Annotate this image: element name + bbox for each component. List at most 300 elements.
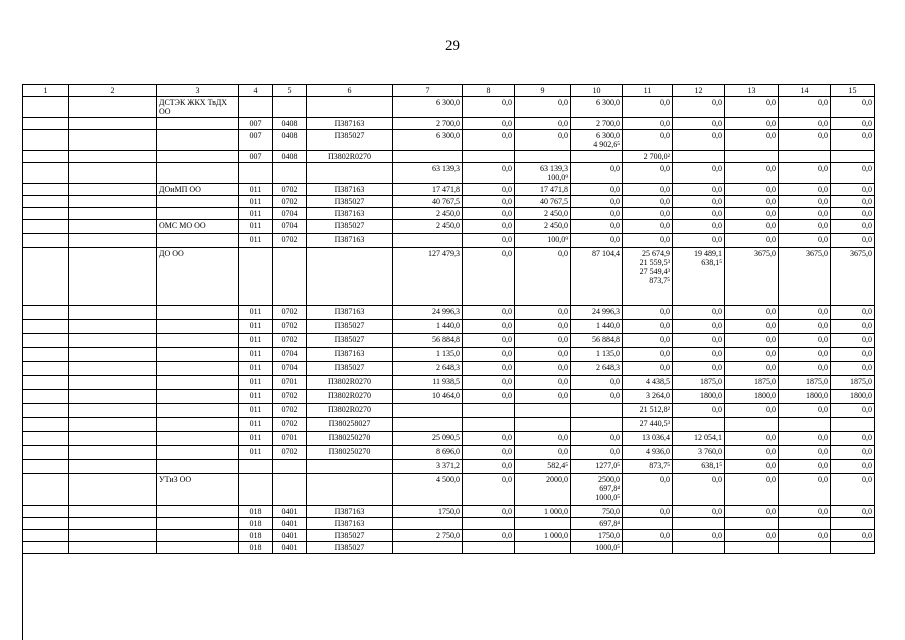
table-cell-c8 (463, 518, 515, 530)
table-cell-c15: 0,0 (831, 446, 875, 460)
table-cell-c11: 0,0 (623, 184, 673, 196)
table-cell-c13: 0,0 (725, 220, 779, 234)
table-cell-c6: П387163 (307, 184, 393, 196)
table-cell-c6 (307, 97, 393, 118)
header-cell: 1 (23, 85, 69, 97)
table-cell-c13: 0,0 (725, 234, 779, 248)
table-cell-c2 (69, 151, 157, 163)
table-cell-c13: 0,0 (725, 208, 779, 220)
table-cell-c7: 6 300,0 (393, 97, 463, 118)
table-cell-c5: 0704 (273, 220, 307, 234)
table-row (23, 306, 875, 320)
table-cell-c8: 0,0 (463, 432, 515, 446)
header-cell: 9 (515, 85, 571, 97)
table-cell-c5: 0702 (273, 306, 307, 320)
table-cell-c2 (69, 506, 157, 518)
table-cell-c10: 2 700,0 (571, 118, 623, 130)
table-cell-c3: ДОиМП ОО (157, 184, 239, 196)
table-row (23, 460, 875, 474)
table-cell-c12: 3 760,0 (673, 446, 725, 460)
table-cell-c3 (157, 404, 239, 418)
table-cell-c6 (307, 460, 393, 474)
table-cell-c10: 0,0 (571, 234, 623, 248)
table-cell-c2 (69, 460, 157, 474)
table-cell-c10: 0,0 (571, 208, 623, 220)
table-cell-c15 (831, 542, 875, 554)
table-cell-c7: 11 938,5 (393, 376, 463, 390)
table-cell-c2 (69, 348, 157, 362)
table-cell-c1 (23, 208, 69, 220)
table-row (23, 151, 875, 163)
table-cell-c13: 0,0 (725, 404, 779, 418)
table-cell-c7: 6 300,0 (393, 130, 463, 151)
table-cell-c14: 0,0 (779, 320, 831, 334)
page-number: 29 (445, 38, 460, 54)
table-row (23, 130, 875, 151)
table-cell-c7 (393, 234, 463, 248)
table-cell-c9: 582,4⁵ (515, 460, 571, 474)
table-cell-c4: 007 (239, 151, 273, 163)
table-cell-c7 (393, 518, 463, 530)
table-row (23, 348, 875, 362)
table-cell-c9: 40 767,5 (515, 196, 571, 208)
table-cell-c1 (23, 184, 69, 196)
table-cell-c15: 3675,0 (831, 248, 875, 306)
table-cell-c15: 0,0 (831, 208, 875, 220)
table-cell-c3 (157, 460, 239, 474)
table-cell-c9: 0,0 (515, 248, 571, 306)
table-cell-c5: 0702 (273, 446, 307, 460)
table-cell-c10: 6 300,0 (571, 97, 623, 118)
table-cell-c13 (725, 542, 779, 554)
header-cell: 5 (273, 85, 307, 97)
table-cell-c13: 0,0 (725, 97, 779, 118)
table-row (23, 518, 875, 530)
table-cell-c15 (831, 151, 875, 163)
table-cell-c5: 0401 (273, 506, 307, 518)
table-cell-c12: 0,0 (673, 306, 725, 320)
table-cell-c13: 0,0 (725, 460, 779, 474)
table-cell-c7: 24 996,3 (393, 306, 463, 320)
table-cell-c14: 0,0 (779, 362, 831, 376)
table-cell-c12: 0,0 (673, 130, 725, 151)
table-cell-c8: 0,0 (463, 474, 515, 506)
table-cell-c11: 873,7⁵ (623, 460, 673, 474)
table-cell-c12: 0,0 (673, 334, 725, 348)
table-cell-c11: 0,0 (623, 208, 673, 220)
table-cell-c12: 1875,0 (673, 376, 725, 390)
table-cell-c1 (23, 460, 69, 474)
table-cell-c2 (69, 184, 157, 196)
table-cell-c7: 56 884,8 (393, 334, 463, 348)
table-cell-c13: 1875,0 (725, 376, 779, 390)
table-cell-c13: 0,0 (725, 362, 779, 376)
table-cell-c2 (69, 234, 157, 248)
table-cell-c5: 0704 (273, 348, 307, 362)
table-cell-c7: 2 450,0 (393, 208, 463, 220)
table-cell-c4: 018 (239, 506, 273, 518)
table-cell-c14: 0,0 (779, 220, 831, 234)
table-cell-c5 (273, 474, 307, 506)
table-cell-c6: П387163 (307, 234, 393, 248)
table-row (23, 163, 875, 184)
table-cell-c3: УТиЗ ОО (157, 474, 239, 506)
table-cell-c13: 3675,0 (725, 248, 779, 306)
table-cell-c6: П3802R0270 (307, 404, 393, 418)
table-cell-c3 (157, 530, 239, 542)
table-row (23, 418, 875, 432)
table-cell-c4: 011 (239, 376, 273, 390)
table-cell-c6: П380258027 (307, 418, 393, 432)
table-cell-c1 (23, 530, 69, 542)
table-cell-c11: 4 438,5 (623, 376, 673, 390)
table-row (23, 220, 875, 234)
table-cell-c12: 0,0 (673, 362, 725, 376)
table-row (23, 474, 875, 506)
table-cell-c11: 0,0 (623, 530, 673, 542)
table-cell-c7: 2 750,0 (393, 530, 463, 542)
table-cell-c12: 0,0 (673, 196, 725, 208)
table-row (23, 446, 875, 460)
table-cell-c10: 2 648,3 (571, 362, 623, 376)
table-cell-c10 (571, 418, 623, 432)
table-cell-c1 (23, 506, 69, 518)
table-cell-c15: 0,0 (831, 348, 875, 362)
table-cell-c4: 011 (239, 418, 273, 432)
table-cell-c12: 0,0 (673, 474, 725, 506)
table-cell-c12: 19 489,1 638,1⁵ (673, 248, 725, 306)
table-cell-c9: 2 450,0 (515, 208, 571, 220)
table-cell-c4: 011 (239, 196, 273, 208)
table-cell-c8 (463, 418, 515, 432)
table-cell-c2 (69, 376, 157, 390)
table-row (23, 184, 875, 196)
table-cell-c15: 0,0 (831, 130, 875, 151)
table-cell-c9: 0,0 (515, 334, 571, 348)
table-row (23, 97, 875, 118)
table-cell-c9: 0,0 (515, 306, 571, 320)
header-cell: 3 (157, 85, 239, 97)
table-cell-c8 (463, 404, 515, 418)
table-cell-c2 (69, 518, 157, 530)
table-cell-c14: 0,0 (779, 208, 831, 220)
table-cell-c7: 17 471,8 (393, 184, 463, 196)
table-cell-c10: 0,0 (571, 390, 623, 404)
table-cell-c2 (69, 163, 157, 184)
table-cell-c3 (157, 234, 239, 248)
table-cell-c6: П387163 (307, 518, 393, 530)
table-cell-c2 (69, 362, 157, 376)
table-cell-c3 (157, 163, 239, 184)
table-cell-c15: 0,0 (831, 234, 875, 248)
table-cell-c1 (23, 118, 69, 130)
table-row (23, 320, 875, 334)
table-cell-c5 (273, 163, 307, 184)
table-cell-c15 (831, 418, 875, 432)
table-cell-c11 (623, 542, 673, 554)
table-cell-c1 (23, 474, 69, 506)
table-cell-c6 (307, 248, 393, 306)
table-cell-c15: 0,0 (831, 432, 875, 446)
table-cell-c8: 0,0 (463, 163, 515, 184)
table-cell-c15: 0,0 (831, 460, 875, 474)
table-cell-c8: 0,0 (463, 248, 515, 306)
header-cell: 15 (831, 85, 875, 97)
table-cell-c9: 1 000,0 (515, 530, 571, 542)
table-cell-c8: 0,0 (463, 306, 515, 320)
table-cell-c5: 0702 (273, 234, 307, 248)
table-cell-c3 (157, 151, 239, 163)
table-cell-c4: 018 (239, 530, 273, 542)
table-cell-c2 (69, 306, 157, 320)
table-cell-c8: 0,0 (463, 184, 515, 196)
table-cell-c3: ДСТЭК ЖКХ ТвДХ ОО (157, 97, 239, 118)
table-cell-c3 (157, 306, 239, 320)
header-cell: 12 (673, 85, 725, 97)
table-cell-c13: 0,0 (725, 163, 779, 184)
table-cell-c8: 0,0 (463, 118, 515, 130)
table-cell-c5: 0408 (273, 118, 307, 130)
table-cell-c11 (623, 518, 673, 530)
table-cell-c3 (157, 362, 239, 376)
table-cell-c14: 3675,0 (779, 248, 831, 306)
table-cell-c2 (69, 248, 157, 306)
table-cell-c1 (23, 518, 69, 530)
table-cell-c4 (239, 163, 273, 184)
table-cell-c5: 0408 (273, 130, 307, 151)
table-cell-c10: 0,0 (571, 184, 623, 196)
table-cell-c8: 0,0 (463, 362, 515, 376)
table-cell-c15: 1875,0 (831, 376, 875, 390)
table-cell-c7: 2 450,0 (393, 220, 463, 234)
table-cell-c4: 011 (239, 446, 273, 460)
table-cell-c11: 0,0 (623, 130, 673, 151)
header-cell: 7 (393, 85, 463, 97)
table-cell-c10: 1 440,0 (571, 320, 623, 334)
table-cell-c13: 0,0 (725, 334, 779, 348)
table-row (23, 234, 875, 248)
table-cell-c1 (23, 446, 69, 460)
table-row (23, 390, 875, 404)
table-row (23, 334, 875, 348)
table-cell-c14: 0,0 (779, 530, 831, 542)
table-cell-c9: 17 471,8 (515, 184, 571, 196)
table-cell-c4: 018 (239, 518, 273, 530)
table-cell-c7: 8 696,0 (393, 446, 463, 460)
table-cell-c11: 0,0 (623, 220, 673, 234)
table-cell-c14: 0,0 (779, 432, 831, 446)
header-cell: 6 (307, 85, 393, 97)
table-cell-c8: 0,0 (463, 234, 515, 248)
table-cell-c7: 2 700,0 (393, 118, 463, 130)
table-cell-c15: 0,0 (831, 184, 875, 196)
table-cell-c7: 63 139,3 (393, 163, 463, 184)
table-cell-c9 (515, 404, 571, 418)
table-cell-c6: П387163 (307, 348, 393, 362)
table-cell-c13: 0,0 (725, 306, 779, 320)
table-cell-c15: 0,0 (831, 196, 875, 208)
table-cell-c7: 10 464,0 (393, 390, 463, 404)
table-cell-c1 (23, 542, 69, 554)
table-cell-c12: 0,0 (673, 348, 725, 362)
table-cell-c8: 0,0 (463, 320, 515, 334)
table-cell-c5: 0702 (273, 418, 307, 432)
table-cell-c10: 750,0 (571, 506, 623, 518)
table-cell-c14: 0,0 (779, 460, 831, 474)
table-cell-c4 (239, 97, 273, 118)
table-cell-c3 (157, 446, 239, 460)
table-cell-c9: 0,0 (515, 320, 571, 334)
table-cell-c6: П380250270 (307, 432, 393, 446)
table-cell-c1 (23, 306, 69, 320)
table-cell-c6: П385027 (307, 362, 393, 376)
header-cell: 11 (623, 85, 673, 97)
table-cell-c12: 638,1⁵ (673, 460, 725, 474)
table-cell-c2 (69, 542, 157, 554)
table-cell-c6: П3802R0270 (307, 376, 393, 390)
table-cell-c1 (23, 196, 69, 208)
table-cell-c5: 0702 (273, 320, 307, 334)
table-cell-c8 (463, 542, 515, 554)
table-cell-c4 (239, 474, 273, 506)
table-cell-c15 (831, 518, 875, 530)
table-cell-c9: 100,0⁹ (515, 234, 571, 248)
table-row (23, 530, 875, 542)
table-cell-c12: 0,0 (673, 220, 725, 234)
table-cell-c5: 0704 (273, 208, 307, 220)
table-cell-c15: 0,0 (831, 334, 875, 348)
table-cell-c7: 3 371,2 (393, 460, 463, 474)
table-cell-c9 (515, 418, 571, 432)
table-cell-c10 (571, 151, 623, 163)
table-cell-c4: 011 (239, 208, 273, 220)
table-row (23, 376, 875, 390)
table-cell-c9: 0,0 (515, 130, 571, 151)
table-cell-c8: 0,0 (463, 460, 515, 474)
table-cell-c7: 40 767,5 (393, 196, 463, 208)
table-cell-c11: 25 674,9 21 559,5³ 27 549,4³ 873,7⁵ (623, 248, 673, 306)
table-cell-c8: 0,0 (463, 130, 515, 151)
table-cell-c12: 1800,0 (673, 390, 725, 404)
table-cell-c11: 0,0 (623, 506, 673, 518)
table-cell-c7 (393, 418, 463, 432)
table-cell-c7 (393, 542, 463, 554)
table-cell-c11: 13 036,4 (623, 432, 673, 446)
table-cell-c11: 0,0 (623, 320, 673, 334)
table-cell-c14: 1875,0 (779, 376, 831, 390)
table-cell-c15: 1800,0 (831, 390, 875, 404)
table-cell-c10: 1277,0⁵ (571, 460, 623, 474)
table-cell-c12: 0,0 (673, 320, 725, 334)
table-cell-c5: 0702 (273, 184, 307, 196)
table-cell-c4: 011 (239, 404, 273, 418)
table-cell-c15: 0,0 (831, 163, 875, 184)
table-cell-c4: 011 (239, 306, 273, 320)
table-cell-c5: 0702 (273, 404, 307, 418)
table-cell-c6: П3802R0270 (307, 151, 393, 163)
table-cell-c10: 1 135,0 (571, 348, 623, 362)
table-cell-c6: П385027 (307, 196, 393, 208)
table-cell-c12: 12 054,1 (673, 432, 725, 446)
table-cell-c1 (23, 130, 69, 151)
table-row (23, 506, 875, 518)
table-cell-c13 (725, 518, 779, 530)
header-cell: 14 (779, 85, 831, 97)
table-cell-c1 (23, 97, 69, 118)
table-cell-c12 (673, 518, 725, 530)
table-cell-c14: 0,0 (779, 404, 831, 418)
table-cell-c6: П385027 (307, 320, 393, 334)
table-cell-c3 (157, 118, 239, 130)
table-cell-c6: П3802R0270 (307, 390, 393, 404)
table-cell-c3 (157, 418, 239, 432)
table-cell-c12: 0,0 (673, 506, 725, 518)
table-cell-c3 (157, 196, 239, 208)
table-cell-c10: 0,0 (571, 376, 623, 390)
table-cell-c3 (157, 320, 239, 334)
table-cell-c12 (673, 542, 725, 554)
table-cell-c5: 0704 (273, 362, 307, 376)
table-cell-c6: П387163 (307, 208, 393, 220)
table-cell-c9: 0,0 (515, 97, 571, 118)
table-cell-c13: 0,0 (725, 432, 779, 446)
table-cell-c6: П385027 (307, 220, 393, 234)
table-cell-c6: П380250270 (307, 446, 393, 460)
table-cell-c2 (69, 404, 157, 418)
table-cell-c9: 0,0 (515, 118, 571, 130)
table-cell-c12: 0,0 (673, 208, 725, 220)
table-cell-c10: 2500,0 697,8⁴ 1000,0⁵ (571, 474, 623, 506)
table-cell-c8: 0,0 (463, 97, 515, 118)
table-cell-c3 (157, 506, 239, 518)
table-cell-c11: 0,0 (623, 306, 673, 320)
table-cell-c4: 011 (239, 432, 273, 446)
table-cell-c5: 0701 (273, 432, 307, 446)
table-cell-c3 (157, 390, 239, 404)
table-cell-c12 (673, 418, 725, 432)
table-cell-c13 (725, 151, 779, 163)
table-cell-c1 (23, 320, 69, 334)
table-cell-c15: 0,0 (831, 97, 875, 118)
table-cell-c9: 2 450,0 (515, 220, 571, 234)
table-cell-c15: 0,0 (831, 530, 875, 542)
table-cell-c1 (23, 418, 69, 432)
table-cell-c3 (157, 432, 239, 446)
table-cell-c9: 0,0 (515, 348, 571, 362)
table-cell-c10: 0,0 (571, 196, 623, 208)
table-cell-c2 (69, 196, 157, 208)
table-cell-c9: 0,0 (515, 446, 571, 460)
table-cell-c4 (239, 248, 273, 306)
table-cell-c4: 007 (239, 130, 273, 151)
table-cell-c2 (69, 390, 157, 404)
table-cell-c11: 0,0 (623, 163, 673, 184)
table-cell-c11: 21 512,8² (623, 404, 673, 418)
table-cell-c6: П385027 (307, 542, 393, 554)
table-cell-c3: ОМС МО ОО (157, 220, 239, 234)
table-cell-c5 (273, 97, 307, 118)
table-cell-c11: 27 440,5³ (623, 418, 673, 432)
table-row (23, 362, 875, 376)
table-cell-c13: 0,0 (725, 530, 779, 542)
table-cell-c11: 0,0 (623, 234, 673, 248)
table-cell-c1 (23, 248, 69, 306)
table-cell-c14 (779, 542, 831, 554)
table-cell-c14: 0,0 (779, 184, 831, 196)
table-cell-c7 (393, 151, 463, 163)
table-cell-c2 (69, 334, 157, 348)
table-cell-c14 (779, 151, 831, 163)
